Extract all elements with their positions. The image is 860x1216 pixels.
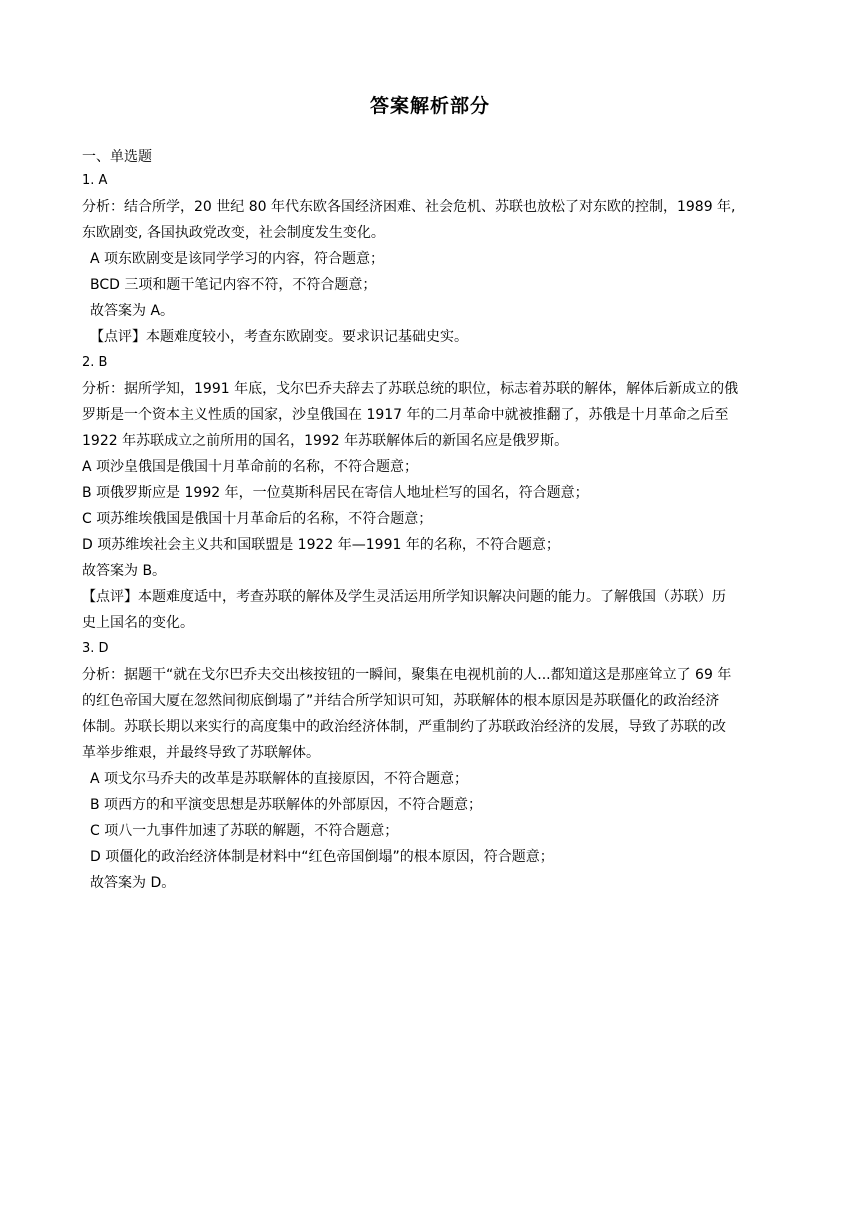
question-block-1: [82, 168, 778, 350]
analysis-line: 分析：据所学知，1991 年底，戈尔巴乔夫辞去了苏联总统的职位，标志着苏联的解体，解体后新成立的俄: [82, 381, 739, 397]
comment-line: 史上国名的变化。: [82, 615, 194, 631]
option-line: D 项苏维埃社会主义共和国联盟是 1922 年—1991 年的名称，不符合题意；: [82, 537, 560, 553]
analysis-line: 体制。苏联长期以来实行的高度集中的政治经济体制，严重制约了苏联政治经济的发展，导致了苏联的改: [82, 719, 726, 735]
option-line: D 项僵化的政治经济体制是材料中“红色帝国倒塌”的根本原因，符合题意；: [90, 849, 554, 865]
answer-line: 故答案为 D。: [90, 875, 176, 891]
analysis-line: 罗斯是一个资本主义性质的国家，沙皇俄国在 1917 年的二月革命中就被推翻了，苏俄是十月革命之后至: [82, 407, 729, 423]
option-line: C 项苏维埃俄国是俄国十月革命后的名称，不符合题意；: [82, 511, 433, 527]
question-number: 1. A: [82, 173, 108, 188]
answer-line: 故答案为 B。: [82, 563, 167, 579]
option-line: A 项沙皇俄国是俄国十月革命前的名称，不符合题意；: [82, 459, 419, 475]
option-line: BCD 三项和题干笔记内容不符，不符合题意；: [90, 277, 377, 293]
comment-line: 【点评】本题难度适中，考查苏联的解体及学生灵活运用所学知识解决问题的能力。了解俄国（苏联）历: [82, 589, 726, 605]
analysis-line: 分析：结合所学，20 世纪 80 年代东欧各国经济困难、社会危机、苏联也放松了对东欧的控制，1989 年,: [82, 199, 736, 215]
question-number: 3. D: [82, 641, 109, 656]
analysis-line: 分析：据题干“就在戈尔巴乔夫交出核按钮的一瞬间，聚集在电视机前的人...都知道这是那座耸立了 69 年: [82, 667, 732, 683]
option-line: A 项戈尔马乔夫的改革是苏联解体的直接原因，不符合题意；: [90, 771, 469, 787]
page-title: 答案解析部分: [369, 95, 490, 117]
analysis-line: 1922 年苏联成立之前所用的国名，1992 年苏联解体后的新国名应是俄罗斯。: [82, 433, 569, 449]
option-line: B 项西方的和平演变思想是苏联解体的外部原因，不符合题意；: [90, 797, 483, 813]
option-line: B 项俄罗斯应是 1992 年，一位莫斯科居民在寄信人地址栏写的国名，符合题意；: [82, 485, 589, 501]
question-number: 2. B: [82, 355, 108, 370]
analysis-line: 东欧剧变, 各国执政党改变，社会制度发生变化。: [82, 225, 385, 241]
question-block-2: [82, 350, 778, 636]
analysis-line: 的红色帝国大厦在忽然间彻底倒塌了”并结合所学知识可知，苏联解体的根本原因是苏联僵化的政治经济: [82, 693, 720, 709]
option-line: C 项八一九事件加速了苏联的解题，不符合题意；: [90, 823, 399, 839]
analysis-line: 革举步维艰，并最终导致了苏联解体。: [82, 745, 320, 761]
section-heading: 一、单选题: [82, 149, 152, 165]
answer-line: 故答案为 A。: [90, 303, 175, 319]
option-line: A 项东欧剧变是该同学学习的内容，符合题意；: [90, 251, 385, 267]
question-block-3: [82, 636, 778, 896]
comment-line: 【点评】本题难度较小，考查东欧剧变。要求识记基础史实。: [90, 329, 468, 345]
answer-list: [82, 168, 778, 896]
